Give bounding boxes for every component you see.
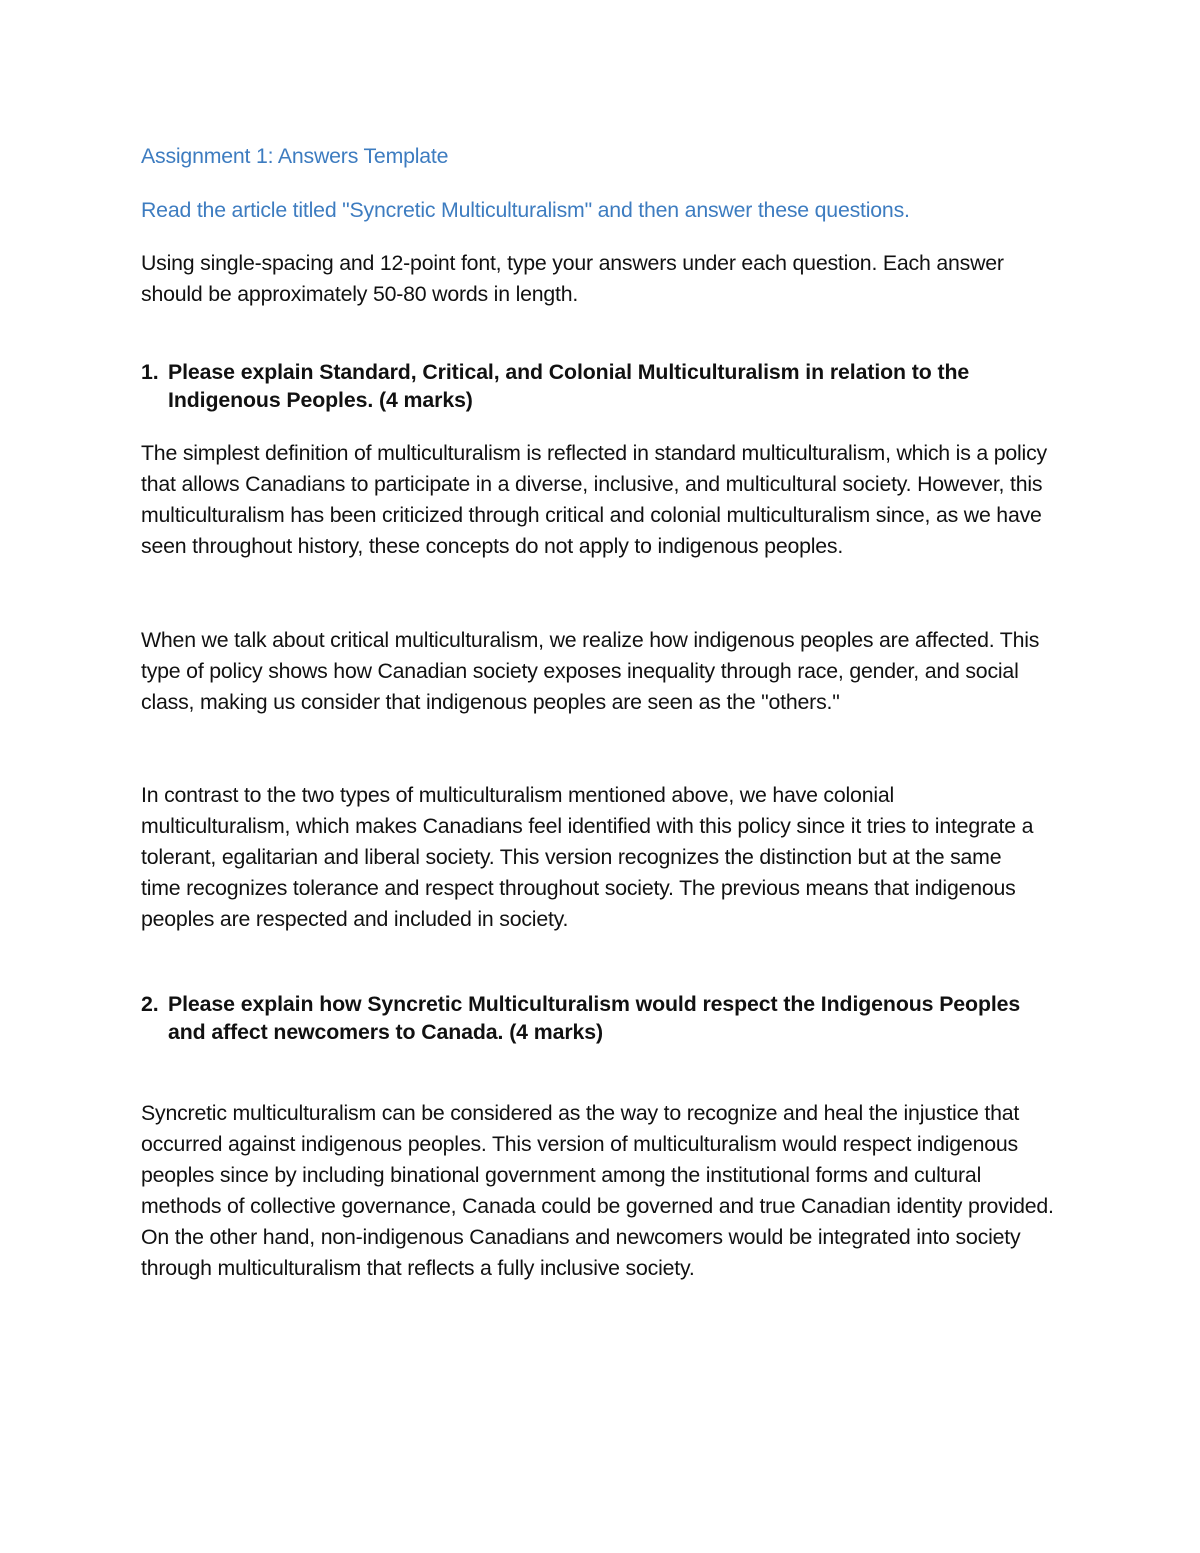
document-title: Assignment 1: Answers Template [141, 144, 449, 168]
question-1-text: Please explain Standard, Critical, and Colonial Multiculturalism in relation to the Indigenous Peoples. (4 marks) [168, 360, 970, 412]
question-2 [141, 990, 1061, 1046]
answer-1-paragraph-2: When we talk about critical multiculturalism, we realize how indigenous peoples are affected. This type of policy shows how Canadian society exposes inequality through race, gender, and social class, making us consider that indigenous peoples are seen as the "others." [141, 628, 1040, 714]
answer-2-paragraph-1: Syncretic multiculturalism can be considered as the way to recognize and heal the injustice that occurred against indigenous peoples. This version of multiculturalism would respect indigenous peoples since by including binational government among the institutional forms and cultural methods of collective governance, Canada could be governed and true Canadian identity provided. On the other hand, non-indigenous Canadians and newcomers would be integrated into society through multiculturalism that reflects a fully inclusive society. [141, 1101, 1054, 1280]
question-1 [141, 358, 1061, 414]
format-instruction: Using single-spacing and 12-point font, type your answers under each question. Each answer should be approximately 50-80 words in length. [141, 251, 1004, 306]
answer-1-paragraph-1: The simplest definition of multiculturalism is reflected in standard multiculturalism, which is a policy that allows Canadians to participate in a diverse, inclusive, and multicultural society. However, this multiculturalism has been criticized through critical and colonial multiculturalism since, as we have seen throughout history, these concepts do not apply to indigenous peoples. [141, 441, 1047, 558]
read-instruction: Read the article titled "Syncretic Multiculturalism" and then answer these questions. [141, 198, 910, 222]
question-2-text: Please explain how Syncretic Multiculturalism would respect the Indigenous Peoples and affect newcomers to Canada. (4 marks) [168, 992, 1021, 1044]
question-1-number: 1. [141, 360, 159, 384]
answer-1-paragraph-3: In contrast to the two types of multiculturalism mentioned above, we have colonial multiculturalism, which makes Canadians feel identified with this policy since it tries to integrate a tolerant, egalitarian and liberal society. This version recognizes the distinction but at the same time recognizes tolerance and respect throughout society. The previous means that indigenous peoples are respected and included in society. [141, 783, 1034, 931]
question-2-number: 2. [141, 992, 159, 1016]
